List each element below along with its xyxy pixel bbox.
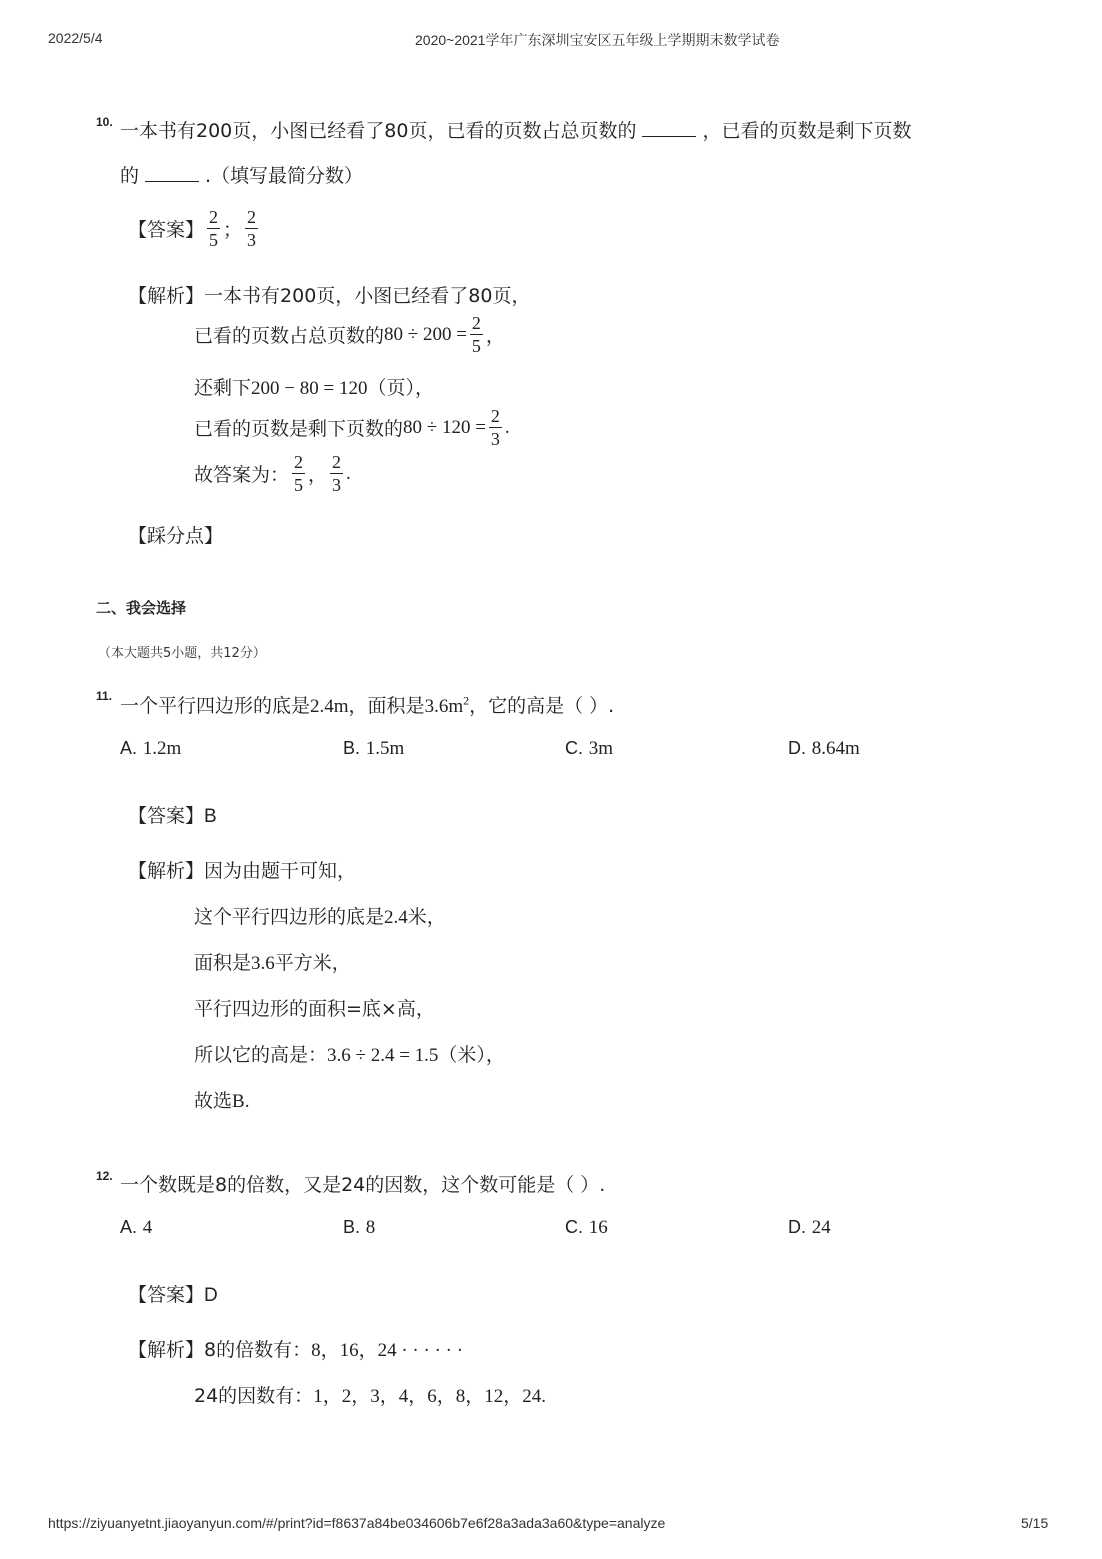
question-10-line1: 一本书有200页，小图已经看了80页，已看的页数占总页数的 ，已看的页数是剩下页数 bbox=[120, 120, 912, 142]
q10-analysis-line4: 已看的页数是剩下页数的 80 ÷ 120 = $\frac{2}{3}$ . bbox=[194, 406, 510, 449]
option-c: C. 16 bbox=[565, 1217, 608, 1238]
q10-analysis-line2: 已看的页数占总页数的 80 ÷ 200 = $\frac{2}{5}$ ， bbox=[194, 313, 505, 356]
section-subtitle: （本大题共5小题，共12分） bbox=[98, 646, 266, 661]
fraction: $\frac{2}{3}$ bbox=[490, 406, 500, 449]
q10-analysis-line1: 【解析】一本书有200页，小图已经看了80页， bbox=[128, 285, 531, 307]
fraction: $\frac{2}{5}$ bbox=[471, 313, 481, 356]
question-12-stem: 一个数既是8的倍数，又是24的因数，这个数可能是（ ）. bbox=[120, 1174, 606, 1196]
fraction: $\frac{2}{5}$ bbox=[209, 207, 219, 250]
print-date: 2022/5/4 bbox=[48, 30, 103, 46]
option-b: B. 8 bbox=[343, 1217, 376, 1238]
question-11-stem: 一个平行四边形的底是2.4m，面积是$3.6m^2$，它的高是（ ）. bbox=[120, 693, 615, 717]
q10-analysis-line5: 故答案为： $\frac{2}{5}$ ， $\frac{2}{3}$ . bbox=[194, 452, 351, 495]
page-url: https://ziyuanyetnt.jiaoyanyun.com/#/print?id=f8637a84be034606b7e6f28a3ada3a60&type=analyze bbox=[48, 1515, 666, 1531]
fraction: $\frac{2}{3}$ bbox=[247, 207, 257, 250]
option-b: B. 1.5m bbox=[343, 738, 405, 759]
answer-blank bbox=[145, 167, 199, 182]
option-a: A. 1.2m bbox=[120, 738, 182, 759]
q11-analysis-line2: 这个平行四边形的底是2.4米， bbox=[194, 906, 446, 928]
option-a: A. 4 bbox=[120, 1217, 153, 1238]
q11-analysis-line5: 所以它的高是：3.6 ÷ 2.4 = 1.5（米）， bbox=[194, 1044, 505, 1066]
page-number: 5/15 bbox=[1021, 1515, 1049, 1531]
question-number: 11. bbox=[96, 689, 113, 703]
q12-answer: 【答案】D bbox=[128, 1284, 218, 1306]
fraction: $\frac{2}{3}$ bbox=[332, 452, 342, 495]
answer-blank bbox=[642, 122, 696, 137]
q11-analysis-line4: 平行四边形的面积=底×高， bbox=[194, 998, 435, 1020]
q12-analysis-line1: 【解析】8的倍数有：8，16，24 · · · · · · bbox=[128, 1339, 464, 1361]
q10-analysis-line3: 还剩下200 − 80 = 120（页）， bbox=[194, 377, 434, 399]
fraction: $\frac{2}{5}$ bbox=[294, 452, 304, 495]
section-title: 二、我会选择 bbox=[96, 599, 187, 617]
question-number: 12. bbox=[96, 1169, 113, 1183]
question-number: 10. bbox=[96, 115, 113, 129]
option-d: D. 24 bbox=[788, 1217, 831, 1238]
q12-analysis-line2: 24的因数有：1，2，3，4，6，8，12，24. bbox=[194, 1385, 546, 1407]
document-title: 2020~2021学年广东深圳宝安区五年级上学期期末数学试卷 bbox=[415, 32, 780, 48]
q11-analysis-line3: 面积是3.6平方米， bbox=[194, 952, 351, 974]
q11-answer: 【答案】B bbox=[128, 805, 217, 827]
question-10-line2: 的 .（填写最简分数） bbox=[120, 165, 364, 187]
q11-analysis-line6: 故选B. bbox=[194, 1090, 250, 1112]
q11-analysis-line1: 【解析】因为由题干可知， bbox=[128, 860, 357, 882]
q10-scoring-points: 【踩分点】 bbox=[128, 525, 224, 547]
option-d: D. 8.64m bbox=[788, 738, 860, 759]
option-c: C. 3m bbox=[565, 738, 614, 759]
q10-answer: 【答案】 $\frac{2}{5}$ ； $\frac{2}{3}$ bbox=[128, 207, 257, 250]
